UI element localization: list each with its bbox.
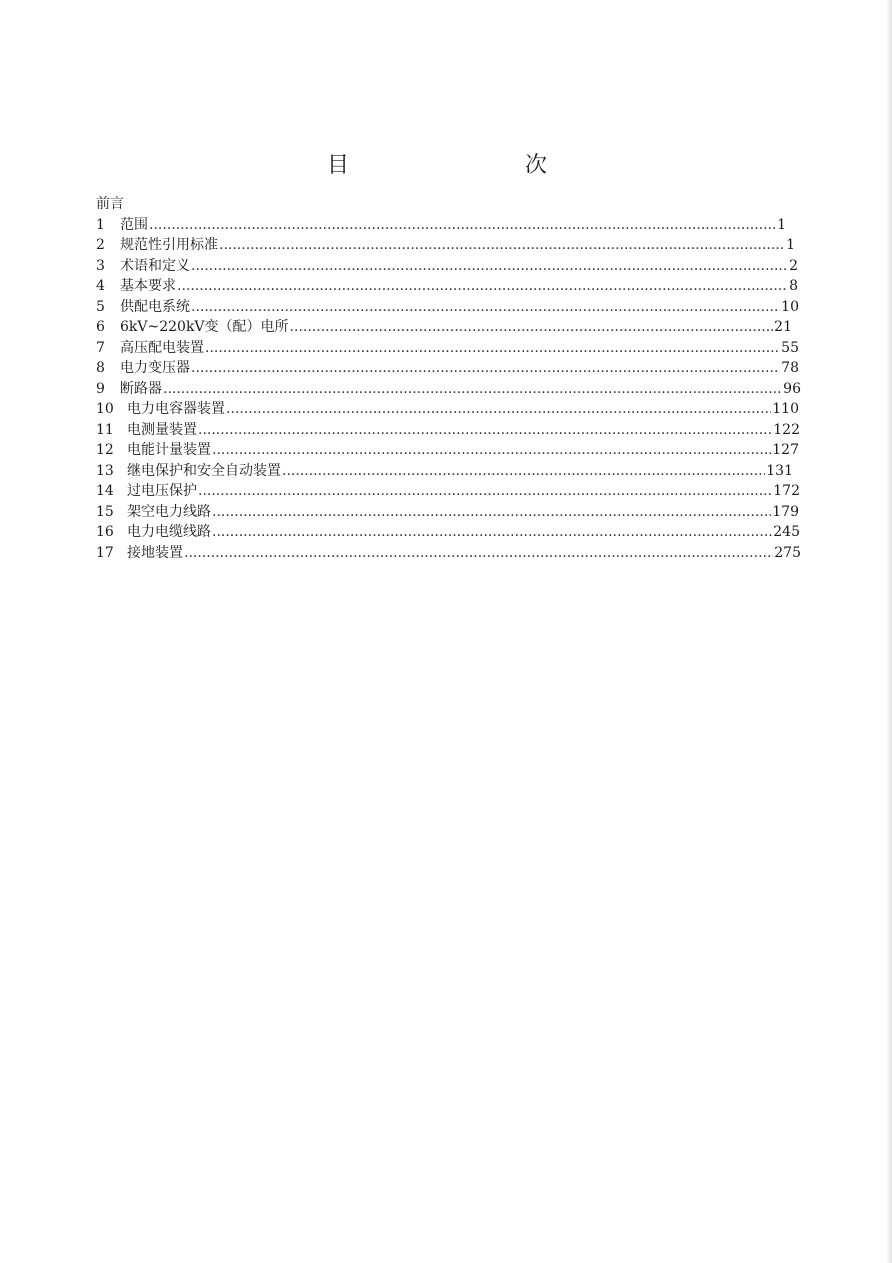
toc-entry-label: 电力电缆线路 — [127, 524, 211, 540]
toc-leader-dots — [212, 440, 771, 461]
toc-entry-label: 接地装置 — [127, 544, 183, 561]
toc-entry-label: 高压配电装置 — [120, 339, 204, 356]
toc-entry[interactable] — [96, 358, 799, 379]
toc-entry-number: 9 — [96, 380, 105, 397]
toc-entry-page: 275 — [774, 544, 801, 561]
toc-entry-page: 131 — [766, 462, 793, 479]
toc-entry-label: 电力电容器装置 — [127, 401, 225, 417]
toc-entry-page: 10 — [781, 298, 799, 315]
toc-leader-dots — [282, 461, 765, 482]
toc-entry-label: 术语和定义 — [120, 257, 190, 274]
toc-entry-number: 1 — [96, 216, 105, 233]
toc-entry[interactable] — [96, 338, 799, 359]
toc-entry-label: 范围 — [120, 216, 148, 233]
toc-entry-label: 电力变压器 — [120, 360, 190, 376]
toc-entry-number: 11 — [96, 421, 114, 438]
toc-entry-label: 过电压保护 — [127, 483, 197, 499]
toc-leader-dots — [219, 235, 785, 256]
toc-entry-number: 8 — [96, 360, 105, 376]
toc-entry-page: 96 — [783, 380, 801, 397]
toc-entry[interactable] — [96, 502, 799, 523]
toc-leader-dots — [198, 481, 772, 502]
toc-entry[interactable] — [96, 543, 801, 564]
toc-entry-label: 架空电力线路 — [127, 503, 211, 520]
toc-entry[interactable] — [96, 235, 795, 256]
toc-leader-dots — [212, 502, 771, 523]
toc-entry-number: 13 — [96, 462, 114, 479]
toc-leader-dots — [184, 543, 773, 564]
toc-entry-label: 供配电系统 — [120, 298, 190, 315]
toc-entry[interactable] — [96, 461, 793, 482]
toc-leader-dots — [191, 358, 780, 379]
table-of-contents — [96, 194, 801, 563]
toc-entry-label: 断路器 — [120, 380, 162, 397]
toc-entry-number: 4 — [96, 278, 105, 294]
toc-leader-dots — [191, 297, 780, 318]
toc-entry-page: 1 — [786, 237, 795, 253]
toc-leader-dots — [191, 256, 788, 277]
toc-entry-label: 继电保护和安全自动装置 — [127, 462, 281, 479]
toc-entry[interactable] — [96, 420, 800, 441]
toc-entry[interactable] — [96, 276, 798, 297]
toc-entry[interactable] — [96, 522, 800, 543]
toc-foreword-label: 前言 — [96, 196, 124, 212]
toc-leader-dots — [205, 338, 780, 359]
toc-leader-dots — [198, 420, 772, 441]
toc-entry-page: 1 — [777, 216, 786, 233]
toc-entry-page: 8 — [789, 278, 798, 294]
toc-entry-page: 245 — [773, 524, 800, 540]
toc-entry[interactable] — [96, 317, 792, 338]
toc-leader-dots — [212, 522, 772, 543]
toc-entry-number: 15 — [96, 503, 114, 520]
toc-entry-page: 179 — [772, 503, 799, 520]
toc-entry-number: 10 — [96, 401, 114, 417]
toc-entry-label: 基本要求 — [120, 278, 176, 294]
toc-entry-page: 2 — [789, 257, 798, 274]
toc-leader-dots — [163, 379, 782, 400]
toc-entry[interactable] — [96, 379, 801, 400]
toc-entry-label: 6kV~220kV变（配）电所 — [120, 319, 289, 335]
toc-entry-label: 规范性引用标准 — [120, 237, 218, 253]
toc-entry-label: 电能计量装置 — [127, 442, 211, 458]
toc-entry[interactable] — [96, 297, 799, 318]
toc-entry-number: 3 — [96, 257, 105, 274]
toc-entry-number: 2 — [96, 237, 105, 253]
toc-leader-dots — [226, 399, 771, 420]
toc-title: 目 次 — [326, 153, 591, 178]
toc-entry-page: 110 — [772, 401, 799, 417]
toc-leader-dots — [290, 317, 774, 338]
toc-entry-page: 172 — [773, 483, 800, 499]
toc-foreword[interactable] — [96, 194, 801, 215]
toc-entry-number: 16 — [96, 524, 114, 540]
page-edge-shadow — [886, 0, 892, 1263]
toc-entry-page: 122 — [773, 421, 800, 438]
toc-entry[interactable] — [96, 399, 799, 420]
toc-entry[interactable] — [96, 481, 800, 502]
toc-entry[interactable] — [96, 215, 786, 236]
toc-entry-number: 17 — [96, 544, 114, 561]
toc-entry-page: 21 — [774, 319, 792, 335]
toc-entry[interactable] — [96, 440, 799, 461]
toc-entry-number: 12 — [96, 442, 114, 458]
toc-entry-number: 5 — [96, 298, 105, 315]
toc-entry-page: 55 — [781, 339, 799, 356]
toc-leader-dots — [149, 215, 776, 236]
toc-entry-page: 127 — [772, 442, 799, 458]
toc-entry-page: 78 — [781, 360, 799, 376]
toc-entry[interactable] — [96, 256, 798, 277]
toc-leader-dots — [177, 276, 788, 297]
toc-entry-number: 6 — [96, 319, 105, 335]
toc-entry-label: 电测量装置 — [127, 421, 197, 438]
toc-entry-number: 7 — [96, 339, 105, 356]
toc-entry-number: 14 — [96, 483, 114, 499]
